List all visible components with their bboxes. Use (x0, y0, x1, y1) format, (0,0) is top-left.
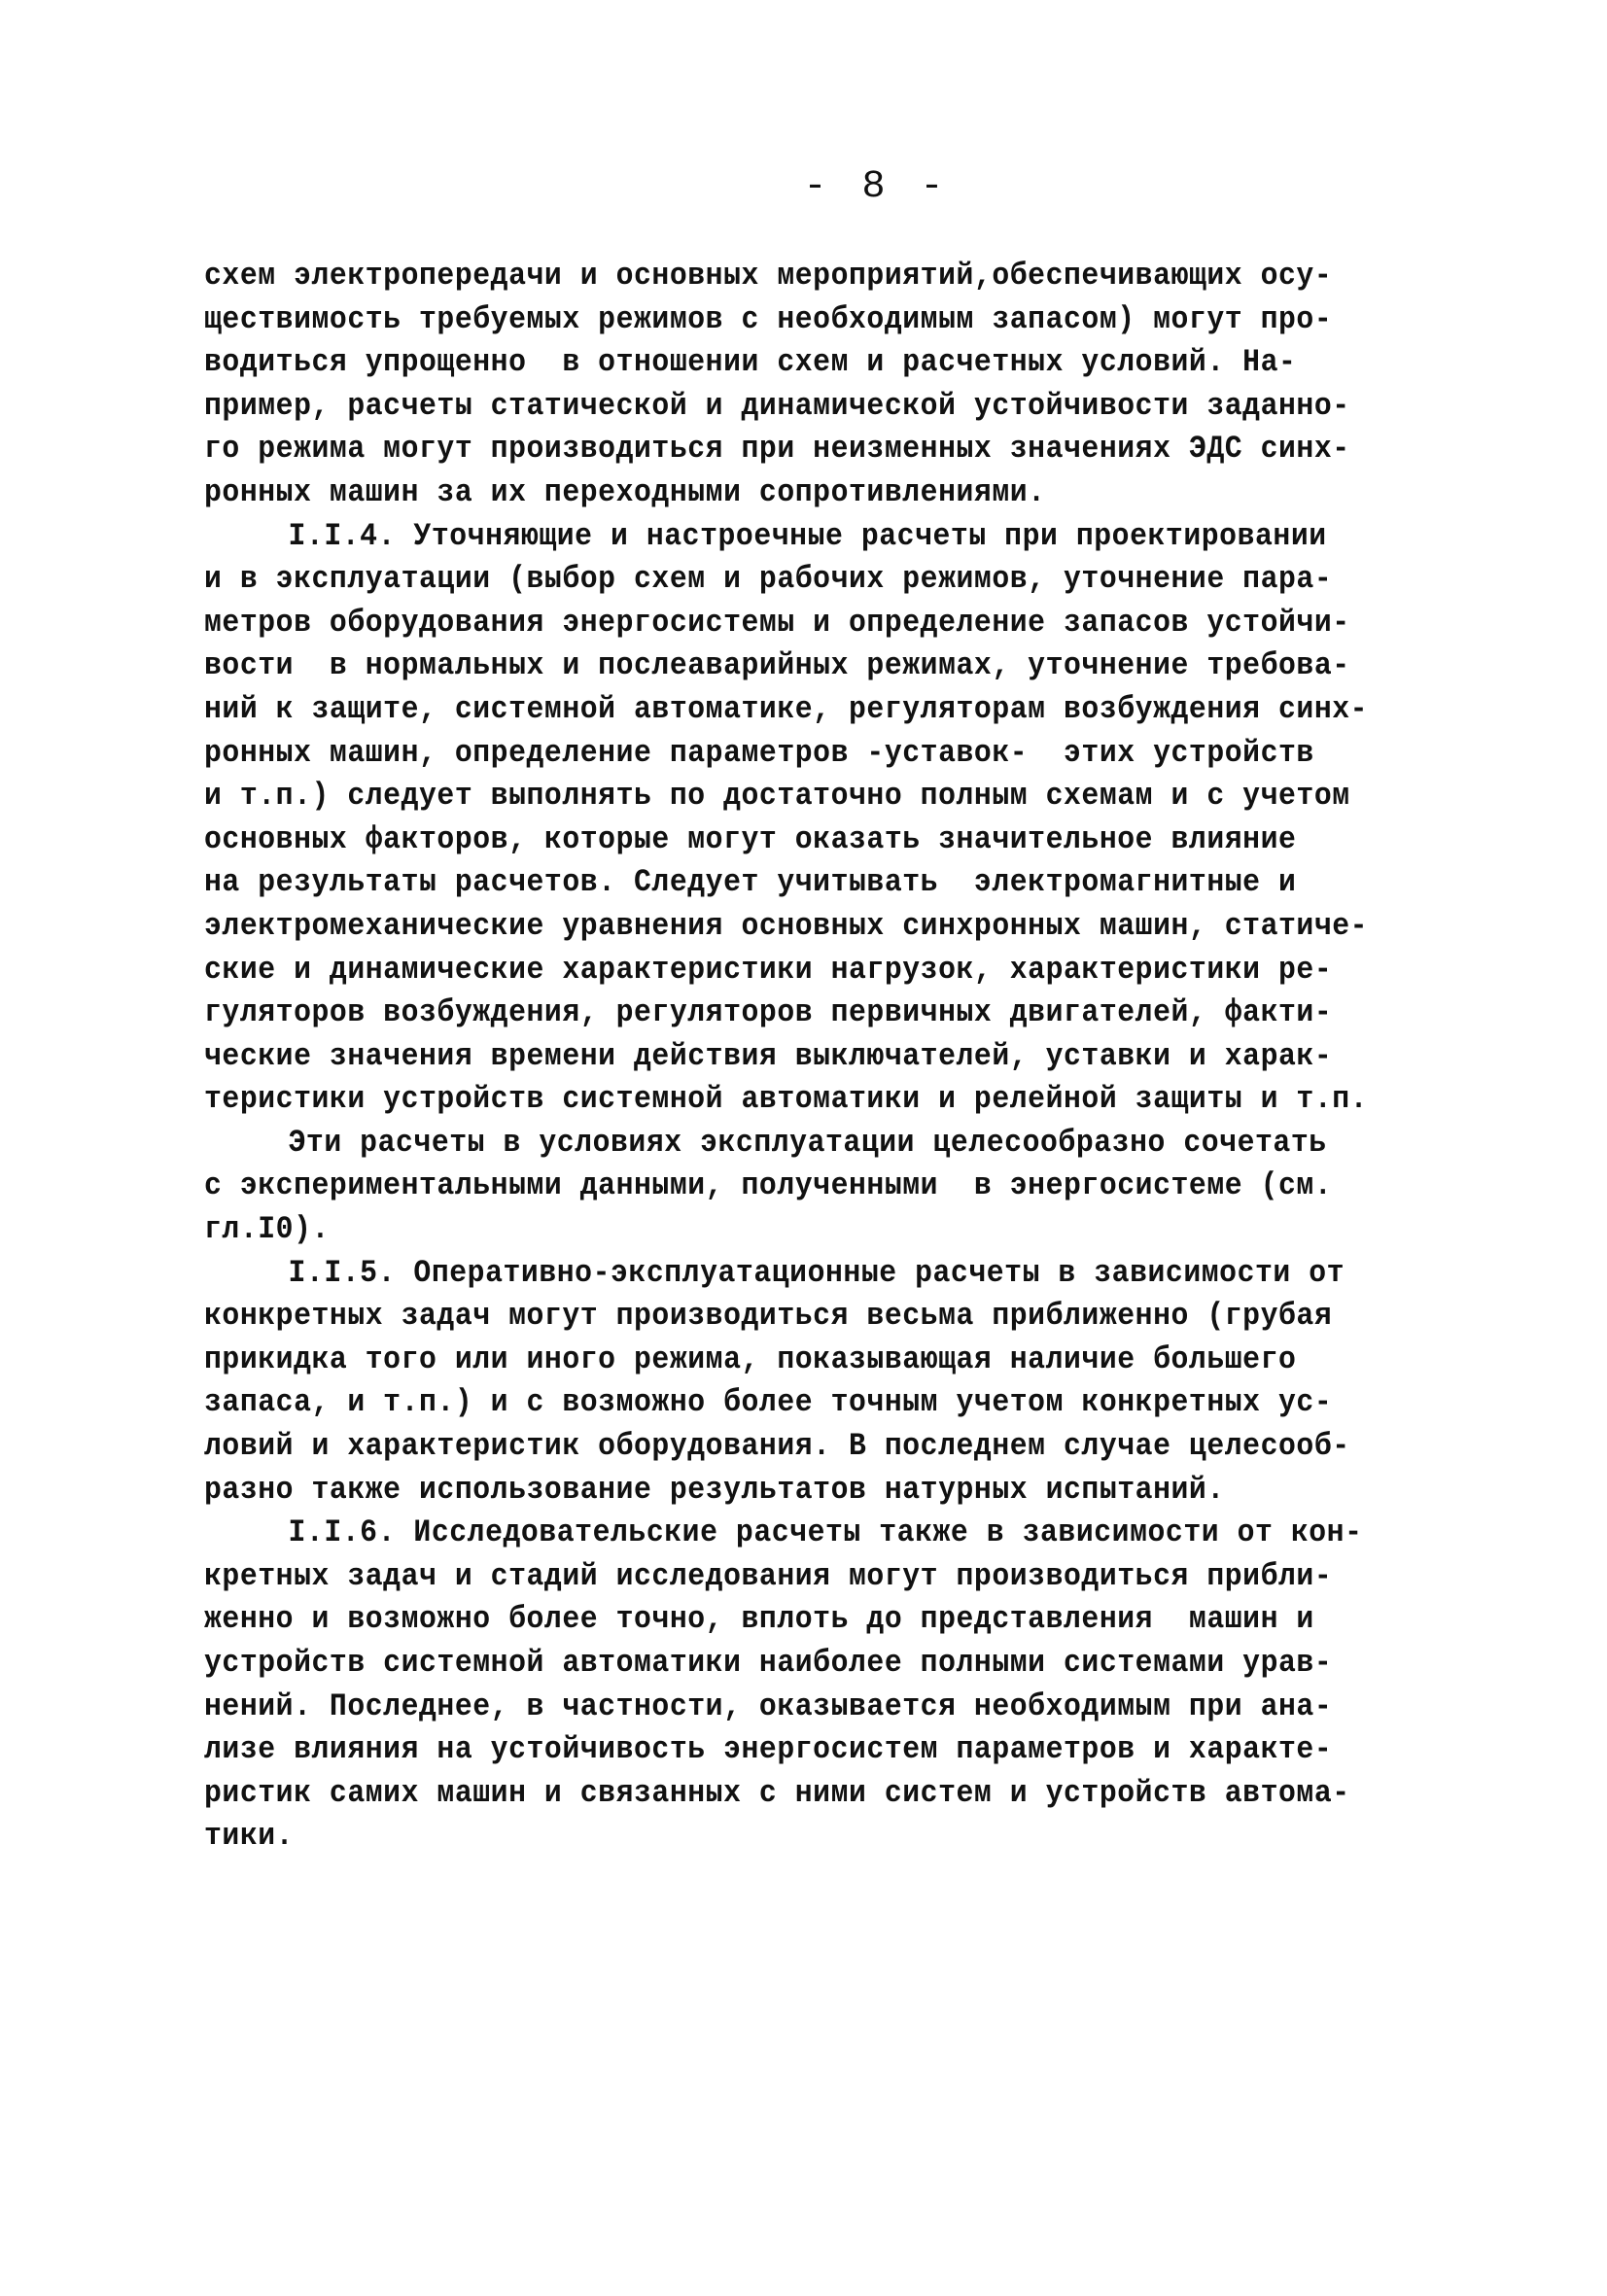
text-line: разно также использование результатов натурных испытаний. (204, 1471, 1225, 1508)
text-line: ний к защите, системной автоматике, регуляторам возбуждения синх- (204, 690, 1369, 727)
text-line: ществимость требуемых режимов с необходимым запасом) могут про- (204, 300, 1333, 337)
text-line: гуляторов возбуждения, регуляторов первичных двигателей, факти- (204, 994, 1333, 1031)
text-line: прикидка того или иного режима, показывающая наличие большего (204, 1340, 1297, 1377)
page-number: - 8 - (803, 165, 950, 209)
text-line: пример, расчеты статической и динамической устойчивости заданно- (204, 387, 1350, 424)
text-line: кретных задач и стадий исследования могут производиться прибли- (204, 1557, 1333, 1594)
text-line: ронных машин, определение параметров -уставок- этих устройств (204, 734, 1314, 771)
text-line: I.I.4. Уточняющие и настроечные расчеты при проектировании (288, 517, 1327, 554)
text-line: основных факторов, которые могут оказать значительное влияние (204, 820, 1297, 857)
text-line: запаса, и т.п.) и с возможно более точным учетом конкретных ус- (204, 1384, 1333, 1421)
text-line: и в эксплуатации (выбор схем и рабочих режимов, уточнение пара- (204, 561, 1333, 598)
text-line: женно и возможно более точно, вплоть до представления машин и (204, 1601, 1314, 1638)
text-line: I.I.6. Исследовательские расчеты также в зависимости от кон- (288, 1514, 1363, 1551)
body-text (204, 255, 1419, 1859)
text-line: водиться упрощенно в отношении схем и расчетных условий. На- (204, 344, 1297, 381)
text-line: электромеханические уравнения основных синхронных машин, статиче- (204, 907, 1369, 944)
text-line: ческие значения времени действия выключателей, уставки и харак- (204, 1037, 1333, 1074)
text-line: вости в нормальных и послеаварийных режимах, уточнение требова- (204, 647, 1350, 684)
text-line: I.I.5. Оперативно-эксплуатационные расчеты в зависимости от (288, 1254, 1345, 1291)
text-line: ристик самих машин и связанных с ними систем и устройств автома- (204, 1774, 1350, 1811)
text-line: метров оборудования энергосистемы и определение запасов устойчи- (204, 604, 1350, 641)
text-line: с экспериментальными данными, полученными в энергосистеме (см. (204, 1167, 1333, 1204)
text-line: нений. Последнее, в частности, оказывается необходимым при ана- (204, 1687, 1333, 1724)
text-line: схем электропередачи и основных мероприятий,обеспечивающих осу- (204, 258, 1333, 294)
text-line: тики. (204, 1818, 295, 1855)
text-line: теристики устройств системной автоматики и релейной защиты и т.п. (204, 1081, 1369, 1118)
text-line: лизе влияния на устойчивость энергосистем параметров и характе- (204, 1731, 1333, 1768)
text-line: Эти расчеты в условиях эксплуатации целесообразно сочетать (288, 1124, 1327, 1161)
text-line: на результаты расчетов. Следует учитывать электромагнитные и (204, 864, 1297, 901)
text-line: конкретных задач могут производиться весьма приближенно (грубая (204, 1298, 1333, 1335)
text-line: устройств системной автоматики наиболее полными системами урав- (204, 1645, 1333, 1681)
text-line: го режима могут производиться при неизменных значениях ЭДС синх- (204, 431, 1350, 468)
text-line: ронных машин за их переходными сопротивлениями. (204, 473, 1046, 510)
text-line: гл.I0). (204, 1211, 330, 1248)
text-line: ловий и характеристик оборудования. В последнем случае целесооб- (204, 1428, 1350, 1465)
text-line: и т.п.) следует выполнять по достаточно полным схемам и с учетом (204, 778, 1350, 815)
text-line: ские и динамические характеристики нагрузок, характеристики ре- (204, 951, 1333, 988)
